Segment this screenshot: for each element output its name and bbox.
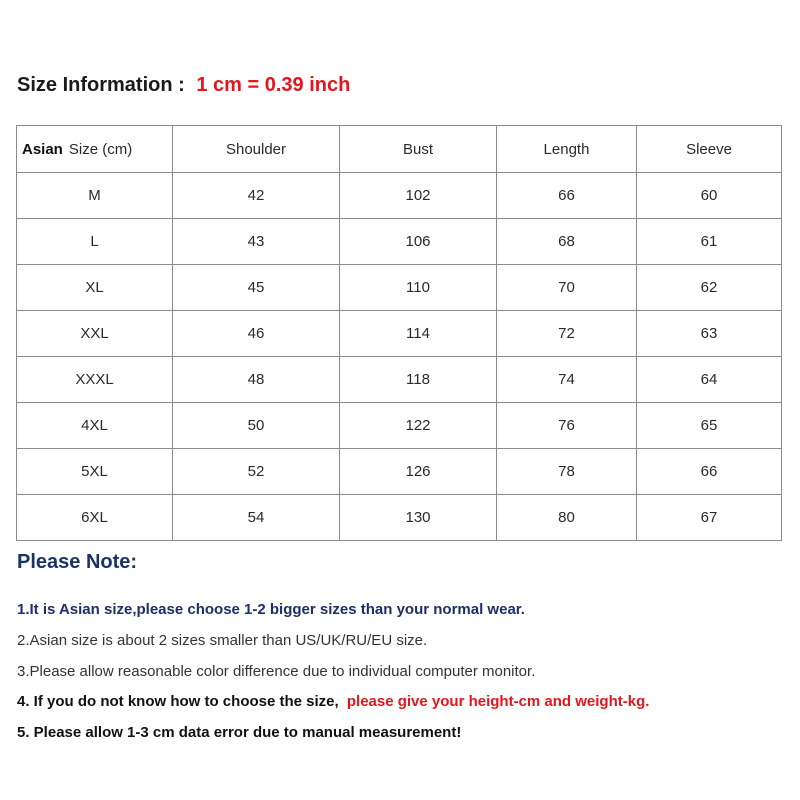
header-size (17, 126, 173, 173)
cell-length: 78 (497, 449, 637, 495)
header-sleeve: Sleeve (637, 126, 782, 173)
cell-sleeve: 63 (637, 311, 782, 357)
cell-bust: 110 (340, 265, 497, 311)
header-shoulder: Shoulder (173, 126, 340, 173)
cell-length: 76 (497, 403, 637, 449)
table-row (17, 449, 782, 495)
note-5: 5. Please allow 1-3 cm data error due to manual measurement! (17, 724, 462, 741)
notes-title: Please Note: (17, 551, 138, 573)
cell-shoulder: 45 (173, 265, 340, 311)
cell-shoulder: 54 (173, 495, 340, 541)
cell-bust: 118 (340, 357, 497, 403)
cell-size: XXXL (17, 357, 173, 403)
header-length: Length (497, 126, 637, 173)
note-3: 3.Please allow reasonable color difference due to individual computer monitor. (17, 663, 536, 680)
table-row (17, 219, 782, 265)
cell-bust: 122 (340, 403, 497, 449)
cell-length: 72 (497, 311, 637, 357)
size-info-label: Size Information : (17, 74, 185, 96)
table-row (17, 495, 782, 541)
cell-sleeve: 64 (637, 357, 782, 403)
table-row (17, 357, 782, 403)
cell-size: 6XL (17, 495, 173, 541)
cell-shoulder: 43 (173, 219, 340, 265)
cell-shoulder: 52 (173, 449, 340, 495)
cell-length: 80 (497, 495, 637, 541)
note-4 (17, 693, 649, 710)
cell-bust: 106 (340, 219, 497, 265)
cell-sleeve: 60 (637, 173, 782, 219)
cell-size: M (17, 173, 173, 219)
cell-length: 74 (497, 357, 637, 403)
cell-bust: 114 (340, 311, 497, 357)
cell-size: XL (17, 265, 173, 311)
cell-size: XXL (17, 311, 173, 357)
cell-bust: 130 (340, 495, 497, 541)
note-2: 2.Asian size is about 2 sizes smaller than US/UK/RU/EU size. (17, 632, 428, 649)
header-bust: Bust (340, 126, 497, 173)
cell-sleeve: 66 (637, 449, 782, 495)
cell-sleeve: 62 (637, 265, 782, 311)
cell-size: 5XL (17, 449, 173, 495)
cell-shoulder: 48 (173, 357, 340, 403)
table-row (17, 311, 782, 357)
table-header-row (17, 126, 782, 173)
table-row (17, 403, 782, 449)
cell-length: 68 (497, 219, 637, 265)
unit-conversion: 1 cm = 0.39 inch (196, 74, 351, 96)
header-asian: Asian (22, 140, 63, 158)
cell-length: 70 (497, 265, 637, 311)
header-size-cm: Size (cm) (68, 140, 133, 158)
size-info-title (17, 74, 350, 97)
cell-shoulder: 42 (173, 173, 340, 219)
cell-sleeve: 61 (637, 219, 782, 265)
cell-shoulder: 46 (173, 311, 340, 357)
cell-sleeve: 65 (637, 403, 782, 449)
cell-bust: 102 (340, 173, 497, 219)
table-row (17, 265, 782, 311)
note-4-text: 4. If you do not know how to choose the size, (17, 693, 339, 710)
cell-bust: 126 (340, 449, 497, 495)
table-row (17, 173, 782, 219)
note-4-highlight: please give your height-cm and weight-kg. (346, 693, 650, 710)
cell-size: 4XL (17, 403, 173, 449)
cell-shoulder: 50 (173, 403, 340, 449)
cell-sleeve: 67 (637, 495, 782, 541)
size-chart-table (16, 125, 782, 541)
cell-size: L (17, 219, 173, 265)
cell-length: 66 (497, 173, 637, 219)
note-1: 1.It is Asian size,please choose 1-2 bigger sizes than your normal wear. (17, 601, 525, 618)
